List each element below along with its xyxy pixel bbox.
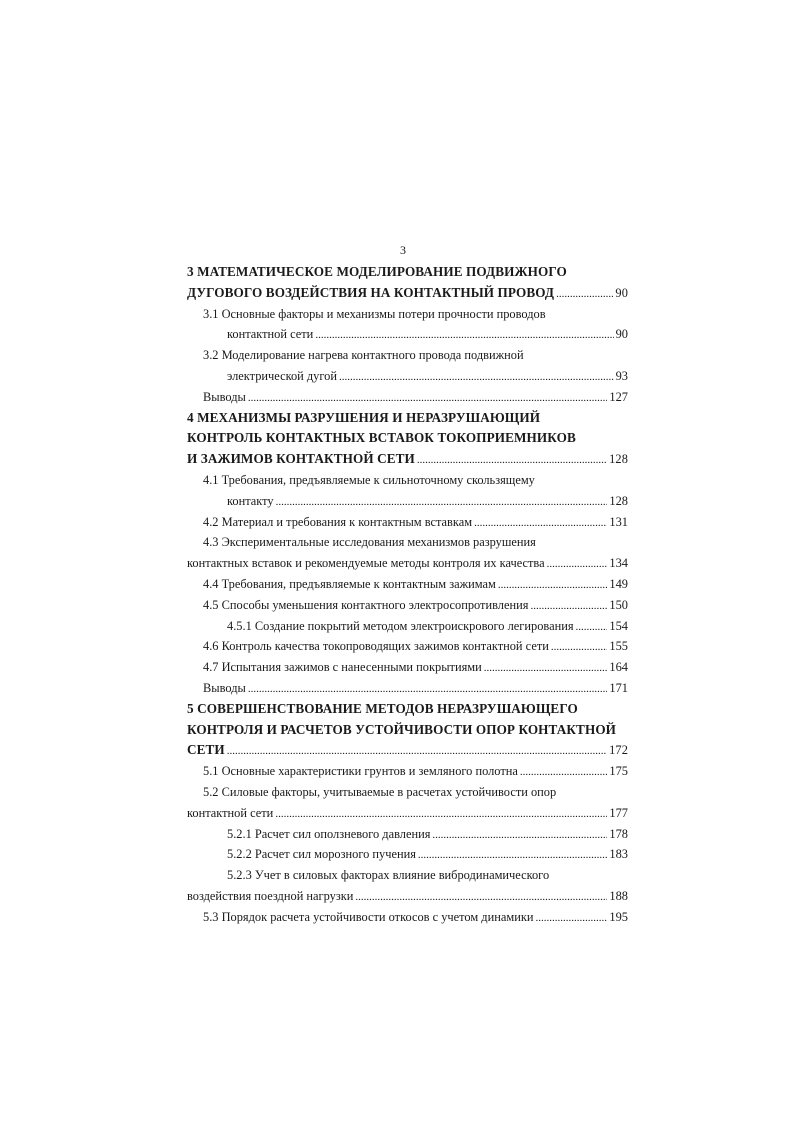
toc-heading-line [187,740,628,761]
dot-leader [576,617,608,638]
toc-entry-text: 4.5.1 Создание покрытий методом электроискрового легирования [227,618,574,633]
toc-entry-text: 4.6 Контроль качества токопроводящих зажимов контактной сети [203,639,549,654]
toc-entry-line [187,907,628,928]
toc-entry-text: 3.2 Моделирование нагрева контактного провода подвижной [203,348,524,363]
toc-entry-line [187,636,628,657]
toc-entry-text: контактной сети [187,805,274,820]
dot-leader [248,679,608,700]
dot-leader [227,741,607,762]
toc-heading-line [187,262,628,283]
toc-entry-line [187,824,628,845]
toc-entry-line [187,512,628,533]
toc-page-number: 150 [609,597,628,612]
table-of-contents [187,262,628,928]
toc-entry-line [187,324,628,345]
toc-entry-text: 5.1 Основные характеристики грунтов и земляного полотна [203,764,518,779]
dot-leader [432,825,607,846]
toc-entry-text: 4.2 Материал и требования к контактным вставкам [203,514,473,529]
toc-entry-text: 4.5 Способы уменьшения контактного электросопротивления [203,597,529,612]
dot-leader [276,492,608,513]
toc-entry-line [187,782,628,803]
toc-page-number: 195 [609,909,628,924]
toc-entry-line [187,345,628,366]
dot-leader [520,762,608,783]
toc-entry-text: 4.3 Экспериментальные исследования механизмов разрушения [203,535,536,550]
toc-entry-line [187,761,628,782]
toc-page-number: 90 [615,285,628,300]
toc-page-number: 149 [609,576,628,591]
toc-page-number: 175 [609,764,628,779]
dot-leader [498,575,608,596]
toc-entry-text: 4.7 Испытания зажимов с нанесенными покрытиями [203,660,482,675]
toc-entry-line [187,574,628,595]
dot-leader [275,804,607,825]
toc-entry-line [187,844,628,865]
toc-entry-line [187,803,628,824]
dot-leader [535,908,607,929]
toc-entry-text: 5.2 Силовые факторы, учитываемые в расчетах устойчивости опор [203,784,557,799]
page-number: 3 [400,243,406,257]
dot-leader [547,554,608,575]
toc-entry-text: 5.3 Порядок расчета устойчивости откосов с учетом динамики [203,909,534,924]
toc-page-number: 127 [609,389,628,404]
toc-entry-line [187,616,628,637]
toc-entry-line [187,886,628,907]
toc-page-number: 134 [609,556,628,571]
toc-page-number: 177 [609,805,628,820]
toc-entry-line [187,491,628,512]
toc-entry-text: 5.2.2 Расчет сил морозного пучения [227,847,416,862]
toc-page-number: 155 [609,639,628,654]
toc-entry-text: И ЗАЖИМОВ КОНТАКТНОЙ СЕТИ [187,451,415,467]
dot-leader [530,596,607,617]
toc-entry-text: воздействия поездной нагрузки [187,888,354,903]
dot-leader [556,284,613,305]
toc-heading-line [187,449,628,470]
toc-entry-line [187,532,628,553]
toc-entry-line [187,366,628,387]
toc-entry-line [187,865,628,886]
toc-entry-text: Выводы [203,680,246,695]
dot-leader [474,513,607,534]
toc-page-number: 90 [615,327,628,342]
toc-entry-line [187,387,628,408]
toc-entry-text: 3.1 Основные факторы и механизмы потери прочности проводов [203,306,546,321]
dot-leader [248,388,608,409]
toc-entry-text: СЕТИ [187,742,225,758]
toc-heading-line [187,283,628,304]
toc-entry-text: 4.1 Требования, предъявляемые к сильноточному скользящему [203,472,535,487]
toc-entry-line [187,657,628,678]
dot-leader [315,325,613,346]
toc-entry-text: 4 МЕХАНИЗМЫ РАЗРУШЕНИЯ И НЕРАЗРУШАЮЩИЙ [187,409,541,425]
toc-entry-text: 3 МАТЕМАТИЧЕСКОЕ МОДЕЛИРОВАНИЕ ПОДВИЖНОГО [187,264,567,279]
toc-page-number: 154 [609,618,628,633]
toc-page-number: 128 [609,452,628,467]
dot-leader [551,637,608,658]
toc-entry-text: контакту [227,493,274,508]
toc-entry-line [187,553,628,574]
toc-entry-text: 5.2.1 Расчет сил оползневого давления [227,826,431,841]
toc-page-number: 128 [609,493,628,508]
toc-page-number: 183 [609,847,628,862]
toc-entry-text: КОНТРОЛЬ КОНТАКТНЫХ ВСТАВОК ТОКОПРИЕМНИКОВ [187,430,576,446]
toc-page-number: 93 [615,368,628,383]
toc-entry-text: КОНТРОЛЯ И РАСЧЕТОВ УСТОЙЧИВОСТИ ОПОР КОНТАКТНОЙ [187,721,617,737]
toc-entry-text: контактной сети [227,327,314,342]
toc-page-number: 164 [609,660,628,675]
dot-leader [417,450,607,471]
toc-entry-line [187,470,628,491]
toc-heading-line [187,408,628,429]
toc-entry-text: 4.4 Требования, предъявляемые к контактным зажимам [203,576,496,591]
dot-leader [339,367,614,388]
dot-leader [484,658,608,679]
toc-page-number: 178 [609,826,628,841]
toc-entry-text: контактных вставок и рекомендуемые методы контроля их качества [187,556,545,571]
toc-heading-line [187,720,628,741]
toc-page-number: 188 [609,888,628,903]
toc-entry-text: 5.2.3 Учет в силовых факторах влияние вибродинамического [227,868,550,883]
toc-entry-line [187,595,628,616]
toc-page-number: 171 [609,680,628,695]
toc-entry-text: электрической дугой [227,368,337,383]
toc-page-number: 131 [609,514,628,529]
dot-leader [418,845,607,866]
toc-heading-line [187,428,628,449]
toc-entry-text: 5 СОВЕРШЕНСТВОВАНИЕ МЕТОДОВ НЕРАЗРУШАЮЩЕГО [187,700,578,716]
toc-entry-text: Выводы [203,389,246,404]
toc-heading-line [187,699,628,720]
toc-page-number: 172 [609,743,628,758]
toc-entry-line [187,678,628,699]
dot-leader [355,887,607,908]
toc-entry-text: ДУГОВОГО ВОЗДЕЙСТВИЯ НА КОНТАКТНЫЙ ПРОВОД [187,284,555,300]
toc-entry-line [187,304,628,325]
